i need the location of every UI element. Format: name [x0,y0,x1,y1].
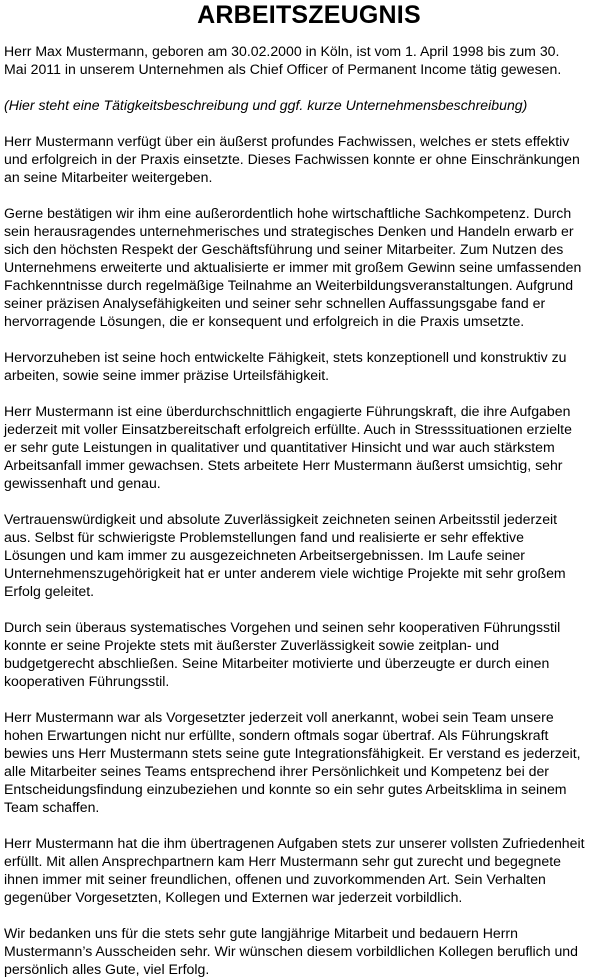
paragraph-team-leadership: Herr Mustermann war als Vorgesetzter jederzeit voll anerkannt, wobei sein Team unsere hohen Erwartungen nicht nur erfüllte, sondern oftmals sogar übertraf. Als Führungskraft bewies uns Herr Mustermann stets seine gute Integrationsfähigkeit. Er verstand es jederzeit, alle Mitarbeiter seines Teams entsprechend ihrer Persönlichkeit und Kompetenz bei der Entscheidungsfindung einzubeziehen und konnte so ein sehr gutes Arbeitsklima in seinem Team schaffen. [4,709,581,815]
paragraph-project-management: Durch sein überaus systematisches Vorgehen und seinen sehr kooperativen Führungsstil konnte er seine Projekte stets mit äußerster Zuverlässigkeit sowie zeitplan- und budgetgerecht abschließen. Seine Mitarbeiter motivierte und überzeugte er durch einen kooperativen Führungsstil. [4,619,561,689]
spacer [4,78,614,96]
paragraph-reliability: Vertrauenswürdigkeit und absolute Zuverlässigkeit zeichneten seinen Arbeitsstil jederzeit aus. Selbst für schwierigste Problemstellungen fand und realisierte er sehr effektive Lösungen und kam immer zu ausgezeichneten Arbeitsergebnissen. Im Laufe seiner Unternehmenszugehörigkeit hat er unter anderem viele wichtige Projekte mit sehr großem Erfolg geleitet. [4,511,566,599]
spacer [4,600,614,618]
paragraph-employment-period: Herr Max Mustermann, geboren am 30.02.2000 in Köln, ist vom 1. April 1998 bis zum 30. Mai 2011 in unserem Unternehmen als Chief Officer of Permanent Income tätig gewesen. [4,43,562,77]
spacer [4,186,614,204]
spacer [4,690,614,708]
spacer [4,906,614,924]
paragraph-closing: Wir bedanken uns für die stets sehr gute langjährige Mitarbeit und bedauern Herrn Mustermann’s Ausscheiden sehr. Wir wünschen diesem vorbildlichen Kollegen beruflich und persönlich alles Gute, viel Erfolg. [4,925,578,977]
spacer [4,384,614,402]
paragraph-conceptual-ability: Hervorzuheben ist seine hoch entwickelte Fähigkeit, stets konzeptionell und konstruktiv zu arbeiten, sowie seine immer präzise Urteilsfähigkeit. [4,349,567,383]
spacer [4,330,614,348]
paragraph-activity-placeholder: (Hier steht eine Tätigkeitsbeschreibung und ggf. kurze Unternehmensbeschreibung) [4,97,528,113]
spacer [4,816,614,834]
spacer [4,114,614,132]
spacer [4,492,614,510]
paragraph-leadership-performance: Herr Mustermann ist eine überdurchschnittlich engagierte Führungskraft, die ihre Aufgaben jederzeit mit voller Einsatzbereitschaft erfolgreich erfüllte. Auch in Stresssituationen erzielte er sehr gute Leistungen in qualitativer und quantitativer Hinsicht und war auch stärkstem Arbeitsanfall immer gewachsen. Stets arbeitete Herr Mustermann äußerst umsichtig, sehr gewissenhaft und genau. [4,403,572,491]
paragraph-expertise: Herr Mustermann verfügt über ein äußerst profundes Fachwissen, welches er stets effektiv und erfolgreich in der Praxis einsetzte. Dieses Fachwissen konnte er ohne Einschränkungen an seine Mitarbeiter weitergeben. [4,133,580,185]
spacer [4,31,614,42]
paragraph-conduct: Herr Mustermann hat die ihm übertragenen Aufgaben stets zur unserer vollsten Zufriedenheit erfüllt. Mit allen Ansprechpartnern kam Herr Mustermann sehr gut zurecht und begegnete ihnen immer mit seiner freundlichen, offenen und zuvorkommenden Art. Sein Verhalten gegenüber Vorgesetzten, Kollegen und Externen war jederzeit vorbildlich. [4,835,585,905]
document-title: ARBEITSZEUGNIS [197,1,421,29]
paragraph-business-competence: Gerne bestätigen wir ihm eine außerordentlich hohe wirtschaftliche Sachkompetenz. Durch sein herausragendes unternehmerisches und strategisches Denken und Handeln erwarb er sich den höchsten Respekt der Geschäftsführung und seiner Mitarbeiter. Zum Nutzen des Unternehmens erweiterte und aktualisierte er immer mit großem Gewinn seine umfassenden Fachkenntnisse durch regelmäßige Teilnahme an Weiterbildungsveranstaltungen. Aufgrund seiner präzisen Analysefähigkeiten und seiner sehr schnellen Auffassungsgabe fand er hervorragende Lösungen, die er konsequent und erfolgreich in die Praxis umsetzte. [4,205,582,329]
document-page [4,0,614,978]
